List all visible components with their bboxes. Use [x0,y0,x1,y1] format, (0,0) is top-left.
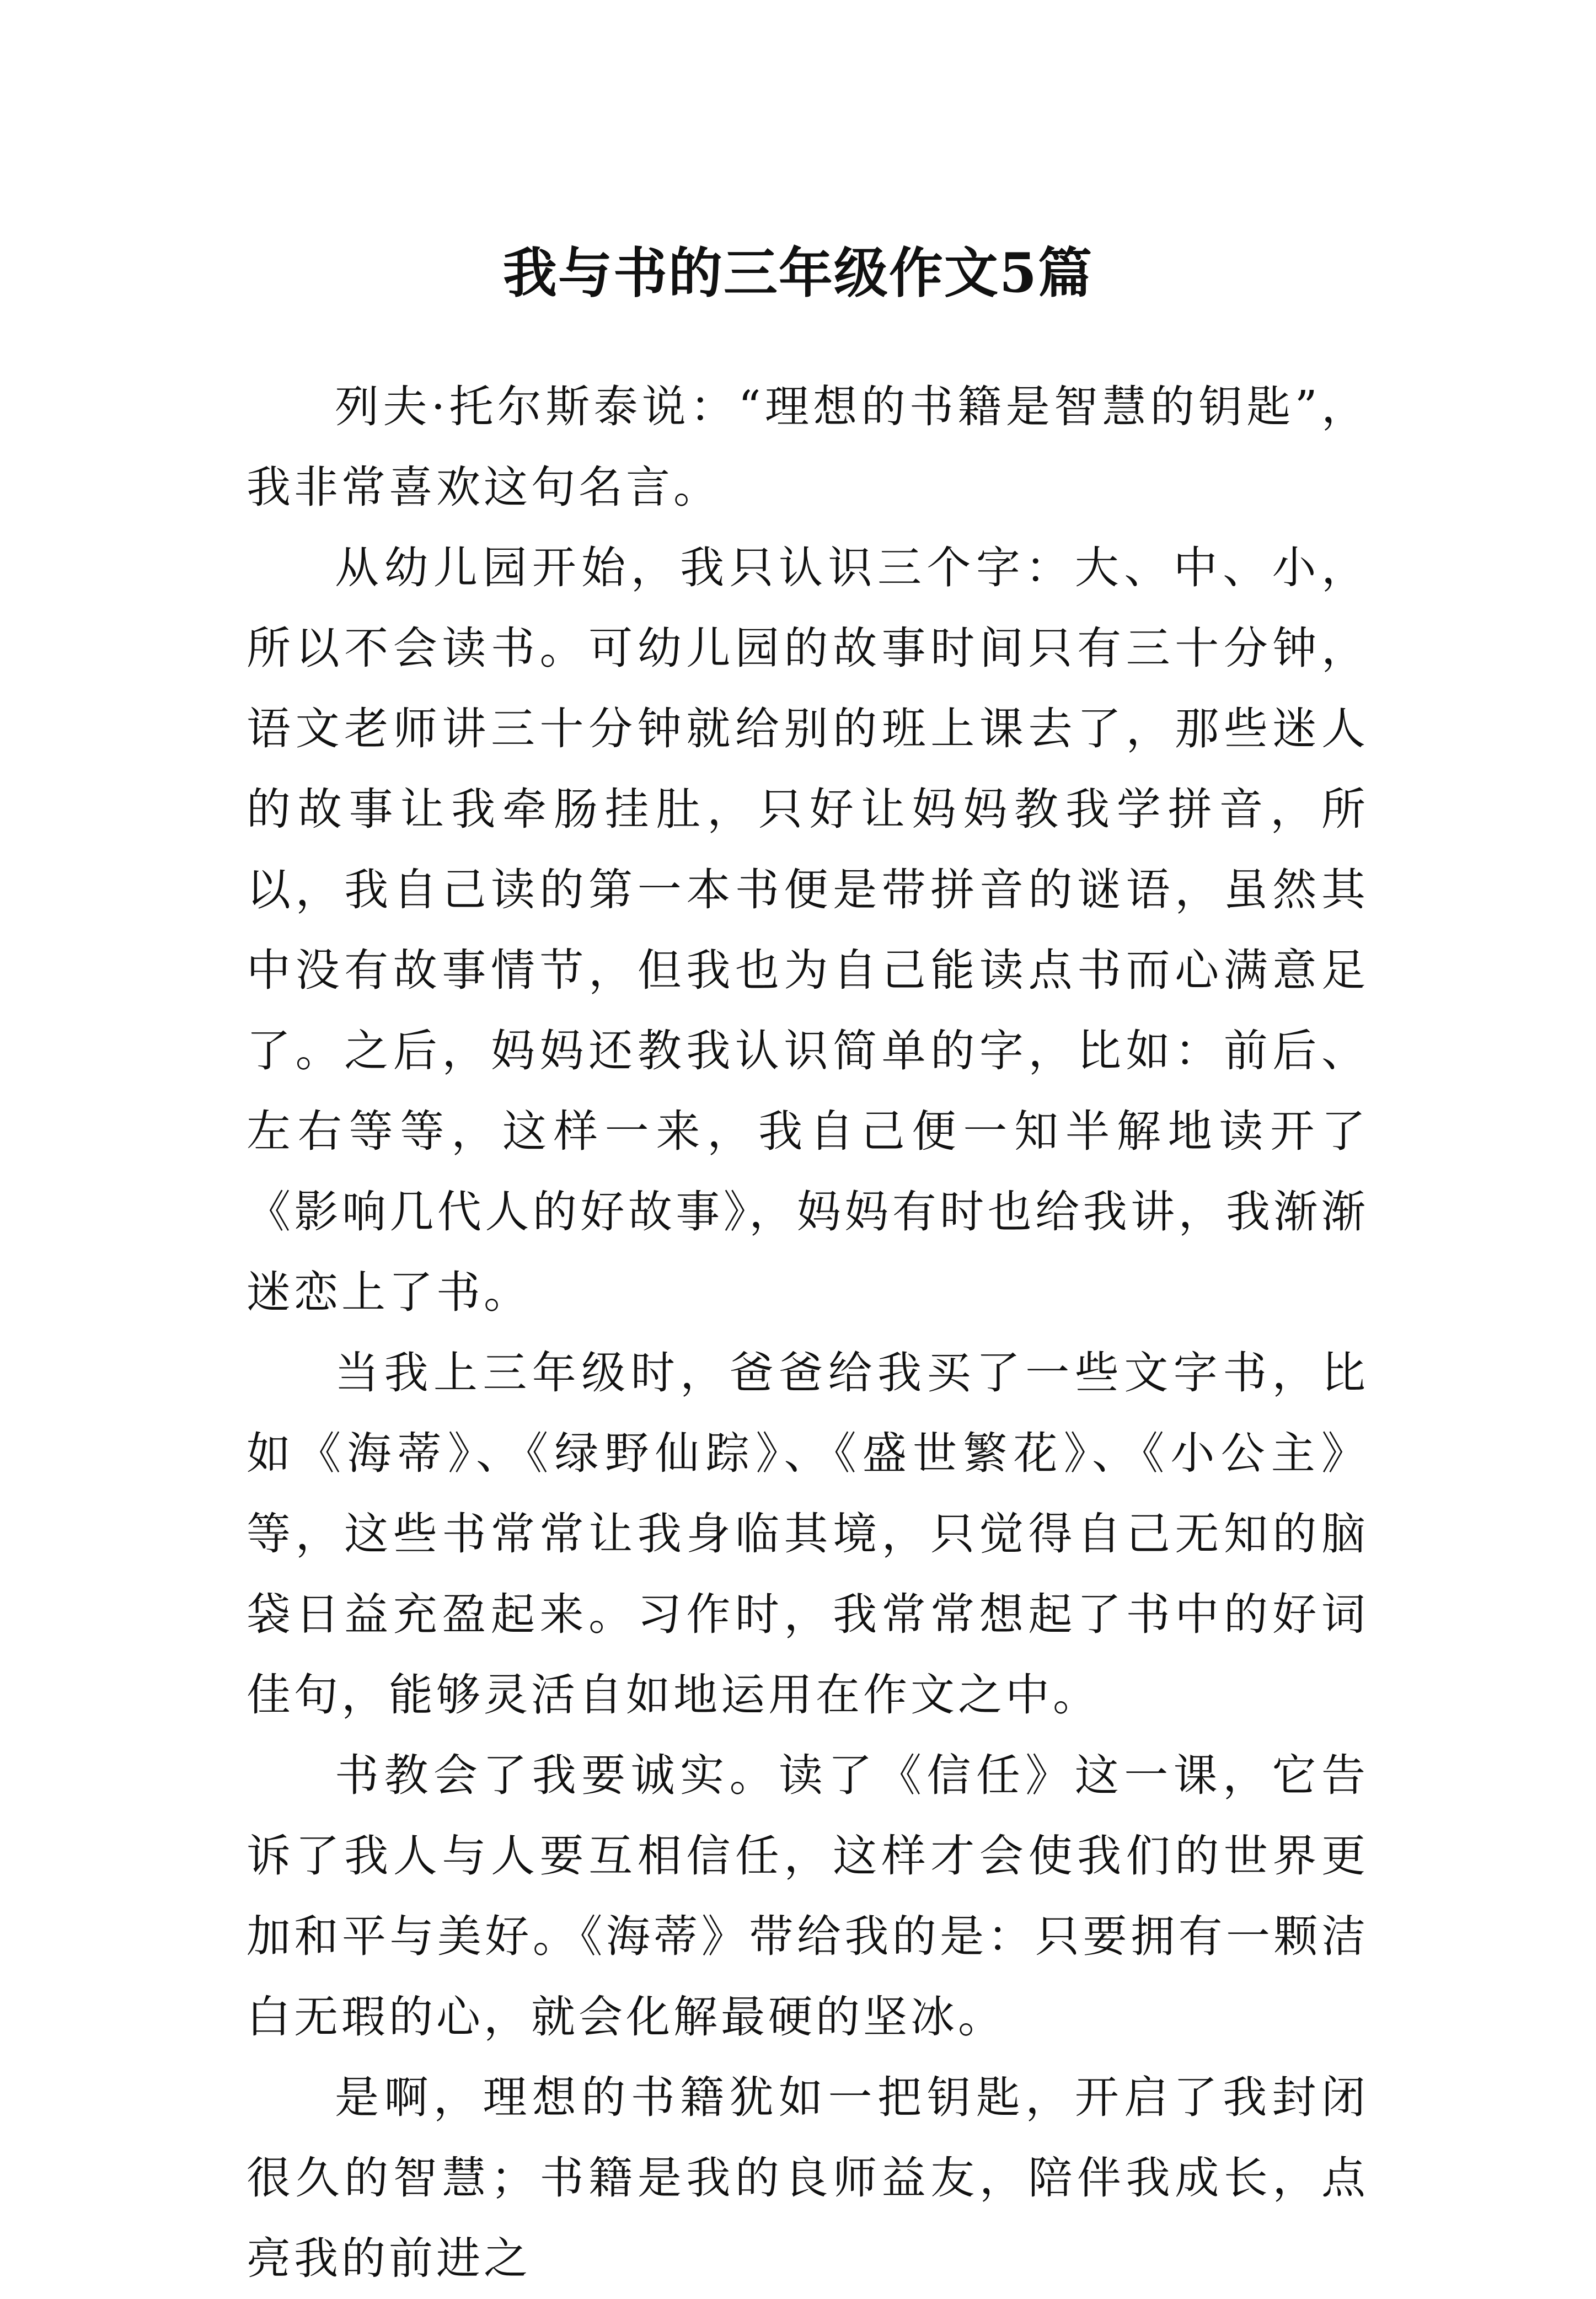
paragraph-1: 列夫·托尔斯泰说：“理想的书籍是智慧的钥匙”，我非常喜欢这句名言。 [247,381,1369,513]
document-body [247,367,1369,2299]
paragraph-2: 从幼儿园开始，我只认识三个字：大、中、小，所以不会读书。可幼儿园的故事时间只有三十分钟，语文老师讲三十分钟就给别的班上课去了，那些迷人的故事让我牵肠挂肚，只好让妈妈教我学拼音，所以，我自己读的第一本书便是带拼音的谜语，虽然其中没有故事情节，但我也为自己能读点书而心满意足了。之后，妈妈还教我认识简单的字，比如：前后、左右等等，这样一来，我自己便一知半解地读开了《影响几代人的好故事》，妈妈有时也给我讲，我渐渐迷恋上了书。 [247,542,1369,1318]
paragraph-3: 当我上三年级时，爸爸给我买了一些文字书，比如《海蒂》、《绿野仙踪》、《盛世繁花》、《小公主》等，这些书常常让我身临其境，只觉得自己无知的脑袋日益充盈起来。习作时，我常常想起了书中的好词佳句，能够灵活自如地运用在作文之中。 [247,1347,1369,1721]
paragraph-4: 书教会了我要诚实。读了《信任》这一课，它告诉了我人与人要互相信任，这样才会使我们的世界更加和平与美好。《海蒂》带给我的是：只要拥有一颗洁白无瑕的心，就会化解最硬的坚冰。 [247,1750,1369,2043]
document-title: 我与书的三年级作文5篇 [502,241,1094,305]
paragraph-5: 是啊，理想的书籍犹如一把钥匙，开启了我封闭很久的智慧；书籍是我的良师益友，陪伴我成长，点亮我的前进之 [247,2072,1369,2284]
